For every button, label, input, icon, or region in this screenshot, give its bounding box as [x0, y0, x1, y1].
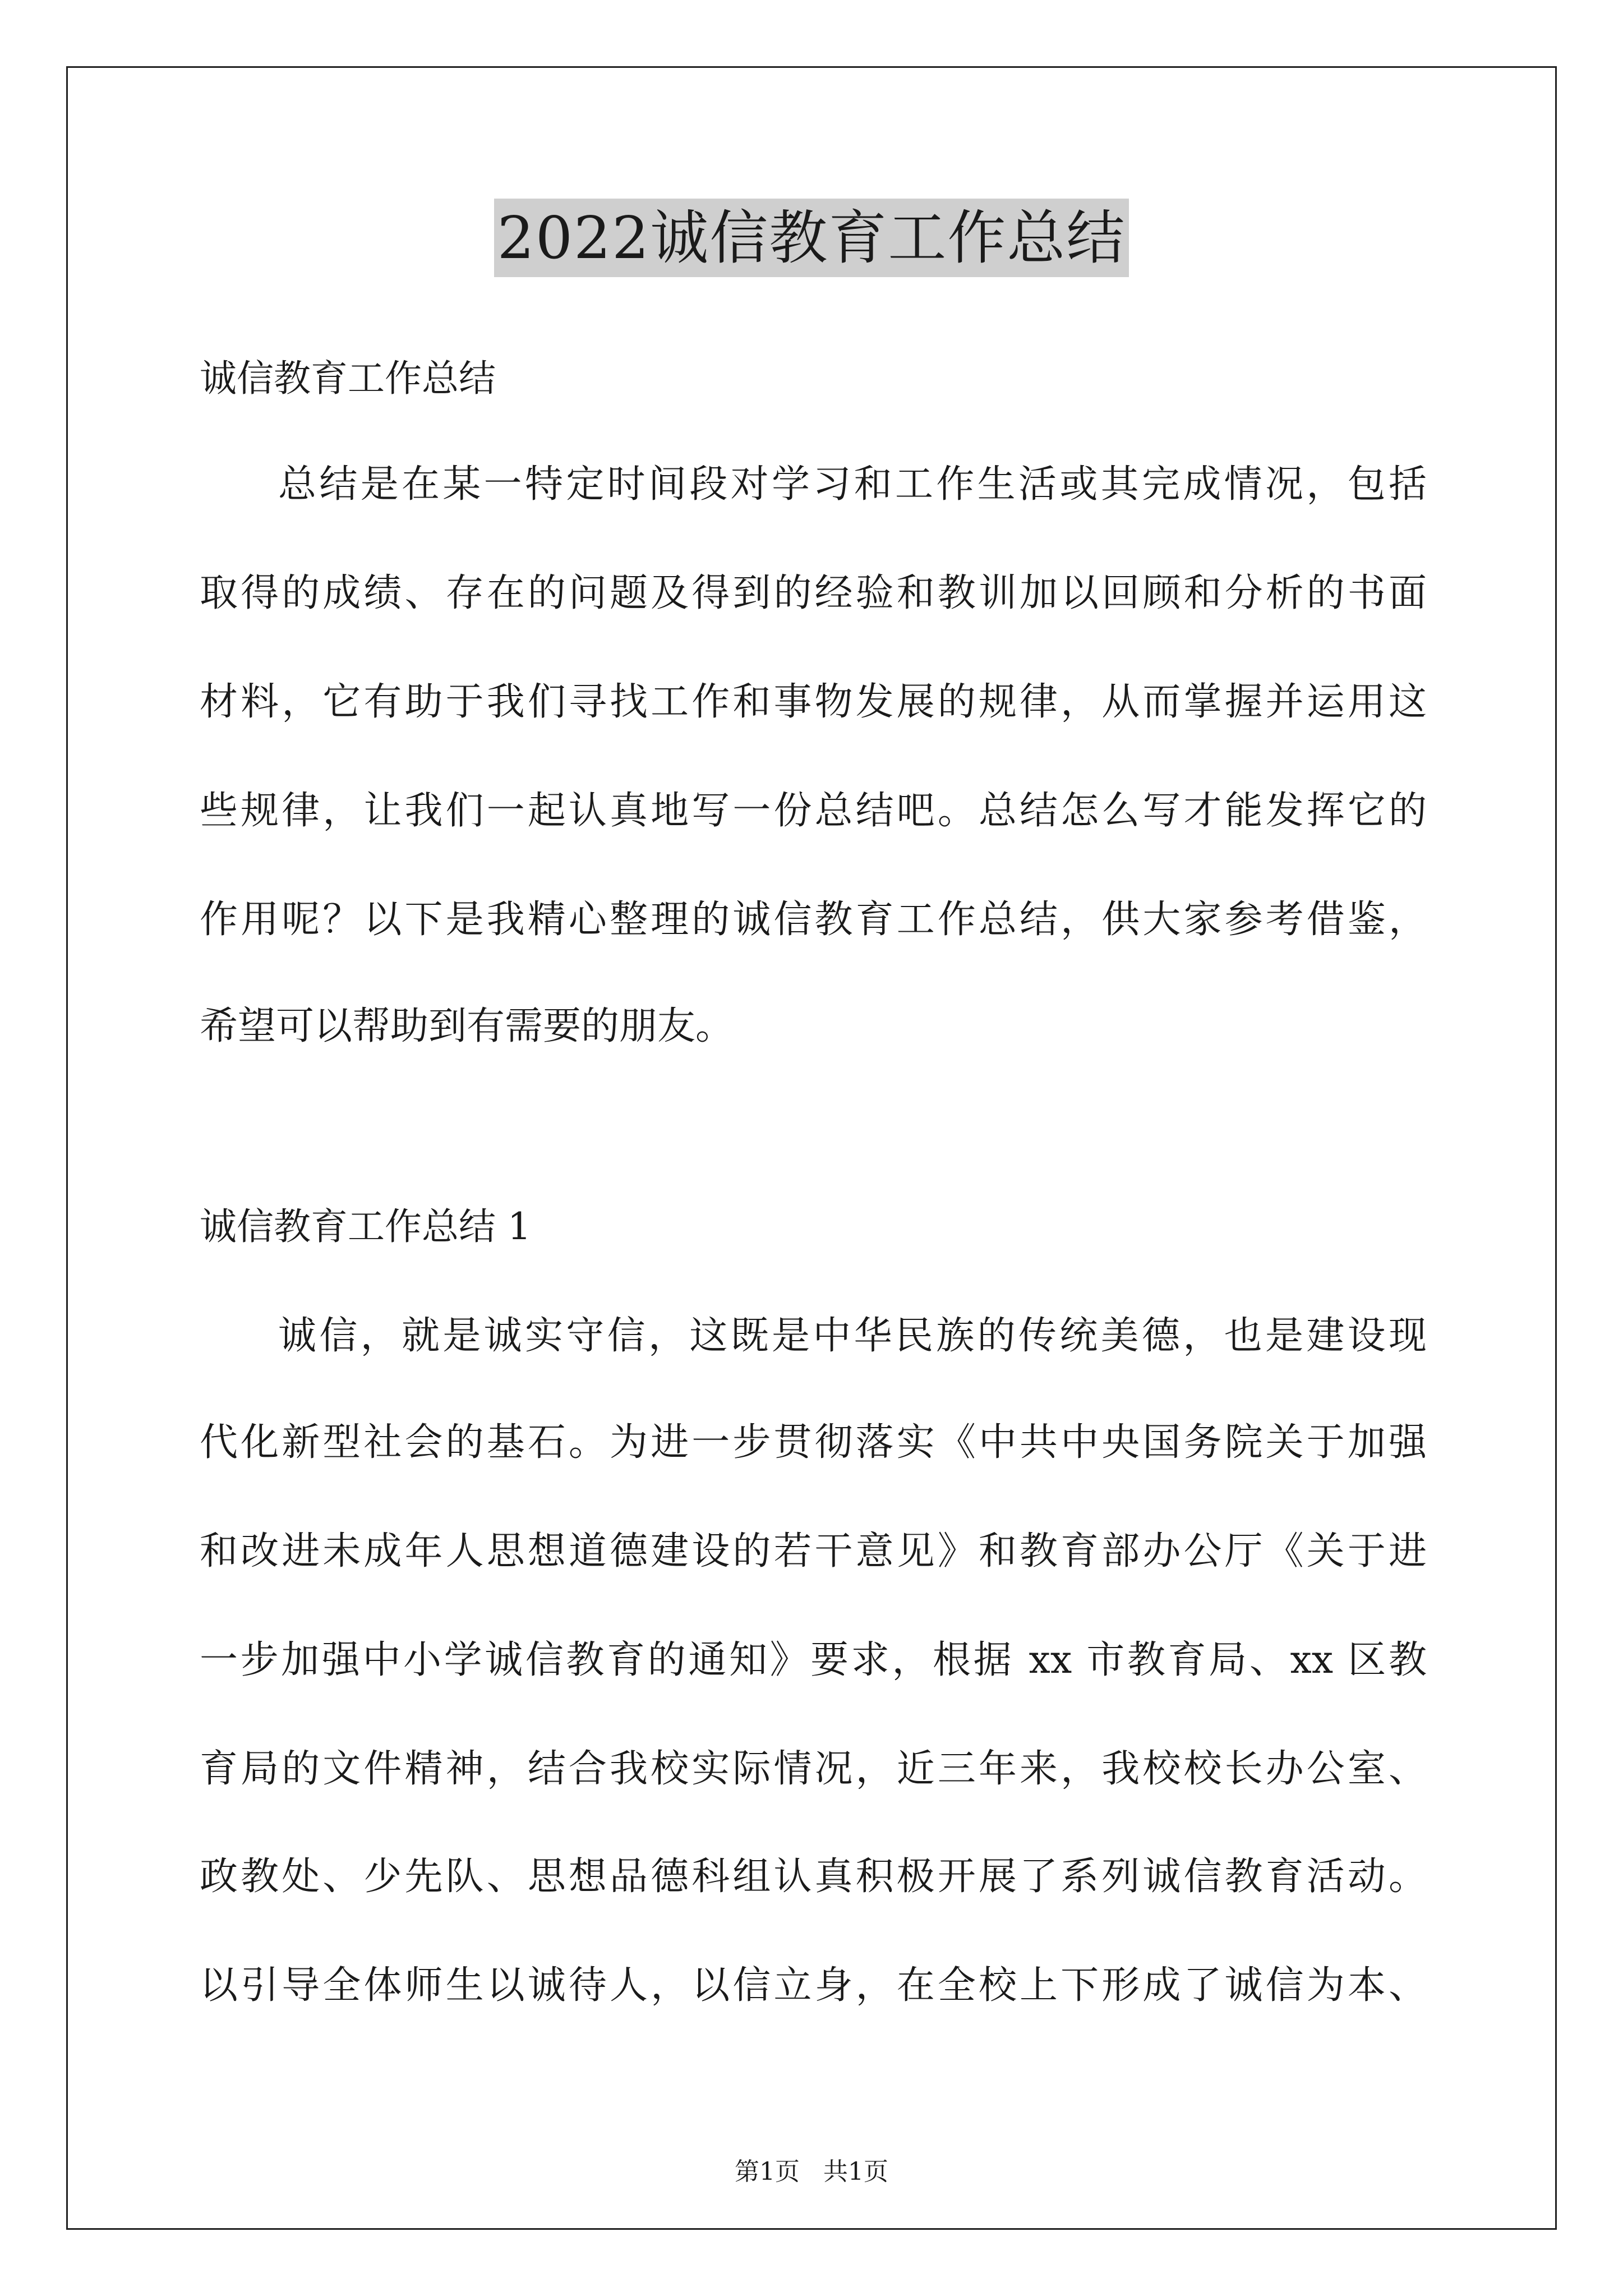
section-heading: 诚信教育工作总结 1 — [200, 1205, 531, 1248]
paragraph-line: 以引导全体师生以诚待人，以信立身，在全校上下形成了诚信为本、 — [200, 1963, 1427, 2008]
title-container — [0, 199, 1623, 277]
paragraph-line: 代化新型社会的基石。为进一步贯彻落实《中共中央国务院关于加强 — [200, 1420, 1427, 1465]
paragraph-line: 总结是在某一特定时间段对学习和工作生活或其完成情况，包括 — [278, 462, 1427, 507]
paragraph-line: 希望可以帮助到有需要的朋友。 — [200, 1004, 734, 1048]
paragraph-line: 作用呢？以下是我精心整理的诚信教育工作总结，供大家参考借鉴， — [200, 898, 1427, 942]
paragraph-line: 材料，它有助于我们寻找工作和事物发展的规律，从而掌握并运用这 — [200, 680, 1427, 724]
paragraph-line: 政教处、少先队、思想品德科组认真积极开展了系列诚信教育活动。 — [200, 1855, 1427, 1899]
paragraph-line: 诚信，就是诚实守信，这既是中华民族的传统美德，也是建设现 — [278, 1314, 1427, 1358]
paragraph-line: 取得的成绩、存在的问题及得到的经验和教训加以回顾和分析的书面 — [200, 571, 1427, 615]
section-heading: 诚信教育工作总结 — [200, 357, 496, 400]
paragraph-line: 育局的文件精神，结合我校实际情况，近三年来，我校校长办公室、 — [200, 1747, 1427, 1791]
page-footer: 第1页 共1页 — [735, 2157, 888, 2186]
paragraph-line: 一步加强中小学诚信教育的通知》要求，根据 xx 市教育局、xx 区教 — [200, 1638, 1427, 1682]
paragraph-line: 和改进未成年人思想道德建设的若干意见》和教育部办公厅《关于进 — [200, 1529, 1427, 1573]
paragraph-line: 些规律，让我们一起认真地写一份总结吧。总结怎么写才能发挥它的 — [200, 789, 1427, 833]
document-title: 2022诚信教育工作总结 — [494, 199, 1129, 277]
